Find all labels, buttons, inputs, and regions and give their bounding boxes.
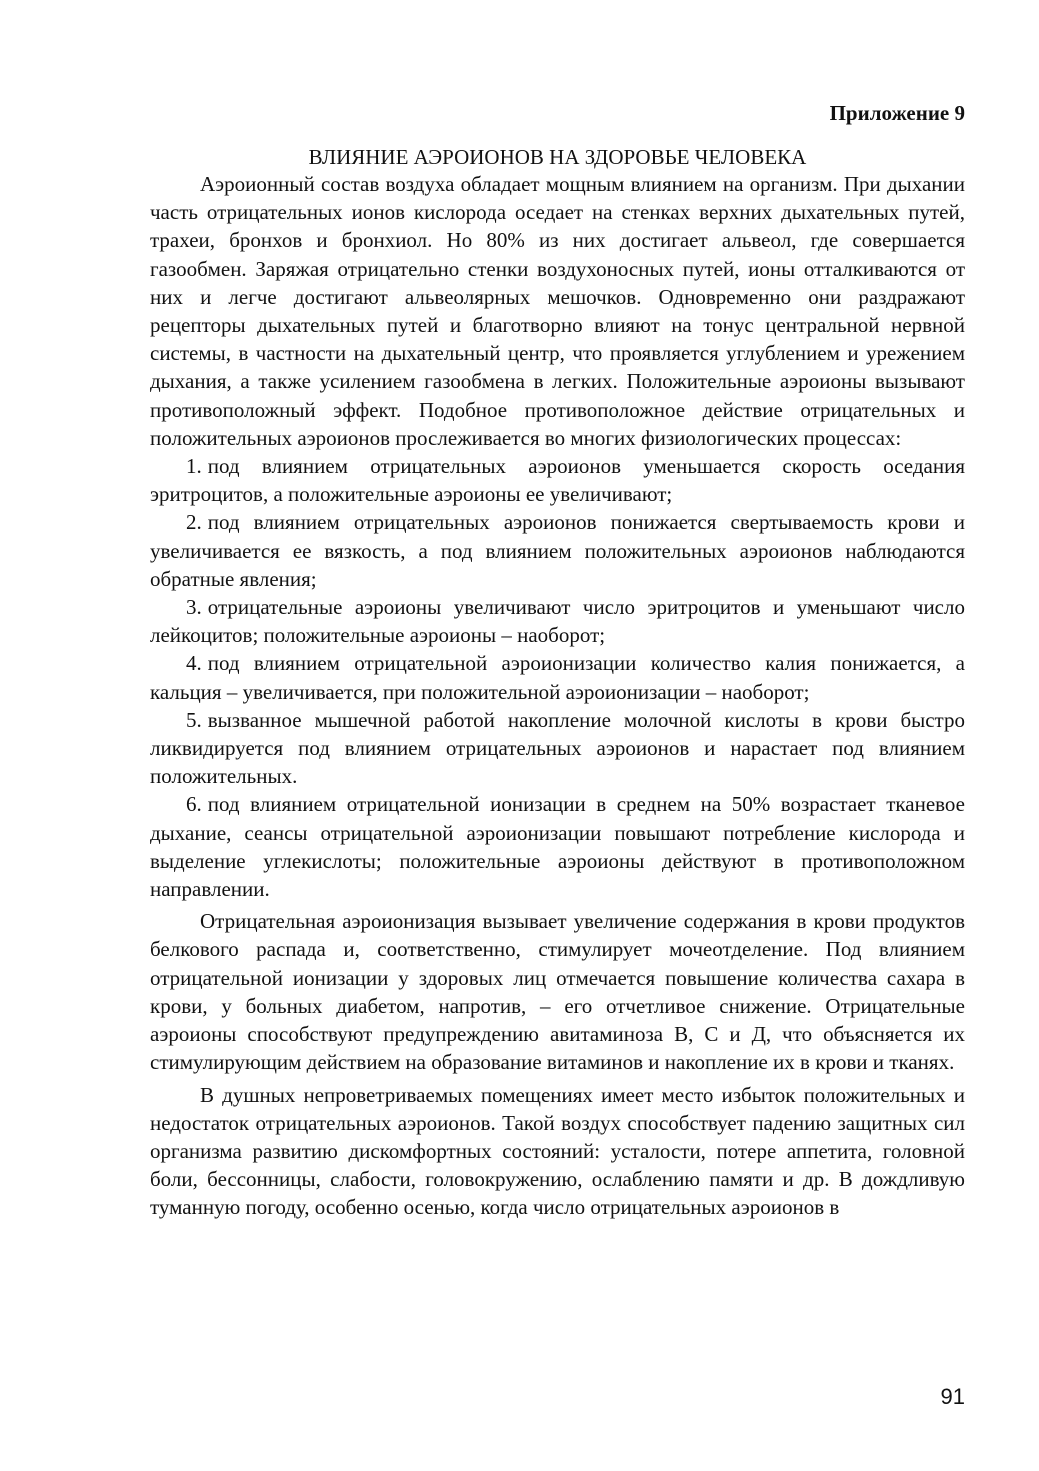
list-item-text: под влиянием отрицательных аэроионов понижается свертываемость крови и увеличивается ее вязкость, а под влиянием положительных аэроионов наблюдаются обратные явления; bbox=[150, 510, 965, 591]
list-item-1 bbox=[150, 452, 965, 508]
document-body bbox=[150, 170, 965, 1222]
list-item-5 bbox=[150, 706, 965, 791]
list-item-4 bbox=[150, 649, 965, 705]
list-item-number: 2. bbox=[186, 510, 202, 535]
paragraph-stuffy-rooms: В душных непроветриваемых помещениях имеет место избыток положительных и недостаток отрицательных аэроионов. Такой воздух способствует падению защитных сил организма развитию дискомфортных состояний: усталости, потере аппетита, головной боли, бессонницы, слабости, головокружению, ослаблению памяти и др. В дождливую туманную погоду, особенно осенью, когда число отрицательных аэроионов в bbox=[150, 1082, 965, 1220]
list-item-text: под влиянием отрицательной аэроионизации количество калия понижается, а кальция – увеличивается, при положительной аэроионизации – наоборот; bbox=[150, 651, 965, 704]
list-item-3 bbox=[150, 593, 965, 649]
list-item-text: отрицательные аэроионы увеличивают число эритроцитов и уменьшают число лейкоцитов; положительные аэроионы – наоборот; bbox=[150, 595, 965, 648]
list-item-text: вызванное мышечной работой накопление молочной кислоты в крови быстро ликвидируется под влиянием отрицательных аэроионов и нарастает под влиянием положительных. bbox=[150, 707, 965, 789]
list-item-2 bbox=[150, 508, 965, 593]
paragraph-intro: Аэроионный состав воздуха обладает мощным влиянием на организм. При дыхании часть отрицательных ионов кислорода оседает на стенках верхних дыхательных путей, трахеи, бронхов и бронхиол. Но 80% из них достигает альвеол, где совершается газообмен. Заряжая отрицательно стенки воздухоносных путей, ионы отталкиваются от них и легче достигают альвеолярных мешочков. Одновременно они раздражают рецепторы дыхательных путей и благотворно влияют на тонус центральной нервной системы, в частности на дыхательный центр, что проявляется углублением и урежением дыхания, а также усилением газообмена в легких. Положительные аэроионы вызывают противоположный эффект. Подобное противоположное действие отрицательных и положительных аэроионов прослеживается во многих физиологических процессах: bbox=[150, 172, 965, 450]
appendix-label: Приложение 9 bbox=[829, 101, 965, 125]
page-title: ВЛИЯНИЕ АЭРОИОНОВ НА ЗДОРОВЬЕ ЧЕЛОВЕКА bbox=[308, 145, 807, 169]
list-item-number: 6. bbox=[186, 792, 202, 817]
list-item-number: 4. bbox=[186, 651, 202, 676]
list-item-number: 5. bbox=[186, 707, 202, 732]
page-number: 91 bbox=[940, 1384, 965, 1409]
list-item-text: под влиянием отрицательной ионизации в среднем на 50% возрастает тканевое дыхание, сеансы отрицательной аэроионизации повышают потребление кислорода и выделение углекислоты; положительные аэроионы действуют в противоположном направлении. bbox=[150, 792, 965, 902]
list-item-6 bbox=[150, 790, 965, 903]
list-item-number: 1. bbox=[186, 454, 202, 479]
list-item-text: под влиянием отрицательных аэроионов уменьшается скорость оседания эритроцитов, а положительные аэроионы ее увеличивают; bbox=[150, 454, 965, 507]
list-item-number: 3. bbox=[186, 595, 202, 620]
paragraph-ionization-effects: Отрицательная аэроионизация вызывает увеличение содержания в крови продуктов белкового распада и, соответственно, стимулирует мочеотделение. Под влиянием отрицательной ионизации у здоровых лиц отмечается повышение количества сахара в крови, у больных диабетом, напротив, – его отчетливое снижение. Отрицательные аэроионы способствуют предупреждению авитаминоза В, С и Д, что объясняется их стимулирующим действием на образование витаминов и накопление их в крови и тканях. bbox=[150, 909, 965, 1075]
